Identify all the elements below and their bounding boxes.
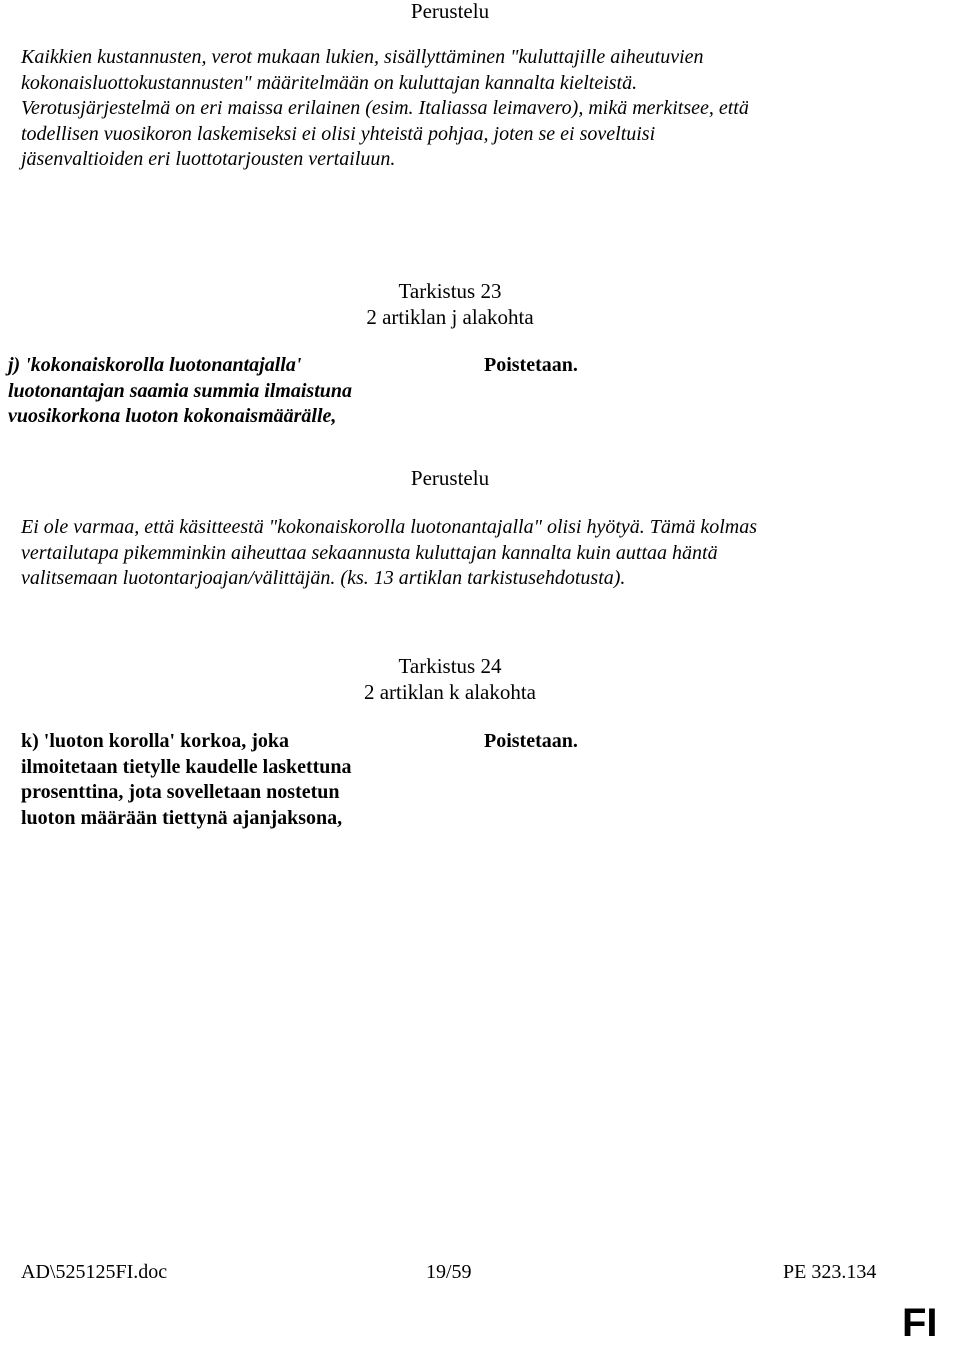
justification-heading: Perustelu <box>410 466 490 490</box>
justification-line: vertailutapa pikemminkin aiheuttaa sekaannusta kuluttajan kannalta kuin auttaa häntä <box>21 541 718 564</box>
original-text-line: j) 'kokonaiskorolla luotonantajalla' <box>8 354 302 376</box>
original-text-line: k) 'luoton korolla' korkoa, joka <box>21 730 290 752</box>
reasoning-line: kokonaisluottokustannusten" määritelmään on kuluttajan kannalta kielteistä. <box>21 71 638 94</box>
reasoning-line: jäsenvaltioiden eri luottotarjousten vertailuun. <box>21 148 396 170</box>
section-heading-perustelu: Perustelu <box>410 0 490 23</box>
amendment-title: Tarkistus 24 <box>398 654 502 678</box>
justification-line: valitsemaan luotontarjoajan/välittäjän. (ks. 13 artiklan tarkistusehdotusta). <box>21 567 626 589</box>
original-text-line: ilmoitetaan tietylle kaudelle laskettuna <box>21 755 352 778</box>
amendment-title: Tarkistus 23 <box>398 279 502 303</box>
justification-paragraph <box>21 515 901 592</box>
amendment-subtitle: 2 artiklan k alakohta <box>363 680 537 704</box>
reasoning-line: Kaikkien kustannusten, verot mukaan lukien, sisällyttäminen "kuluttajille aiheutuvien <box>21 46 704 68</box>
footer-page-number: 19/59 <box>426 1261 472 1283</box>
footer-pe-reference: PE 323.134 <box>783 1261 877 1283</box>
reasoning-line: Verotusjärjestelmä on eri maissa erilainen (esim. Italiassa leimavero), mikä merkitsee, että <box>21 97 749 119</box>
justification-line: Ei ole varmaa, että käsitteestä "kokonaiskorolla luotonantajalla" olisi hyötyä. Tämä kolmas <box>21 516 757 538</box>
original-text-line: luoton määrään tiettynä ajanjaksona, <box>21 806 343 829</box>
original-text-line: prosenttina, jota sovelletaan nostetun <box>21 781 340 803</box>
amendment-original-text <box>8 353 438 430</box>
reasoning-paragraph <box>21 45 901 173</box>
footer-document-reference: AD\525125FI.doc <box>21 1261 168 1283</box>
amendment-subtitle: 2 artiklan j alakohta <box>366 305 534 329</box>
original-text-line: luotonantajan saamia summia ilmaistuna <box>8 379 353 402</box>
amendment-original-text <box>21 729 441 831</box>
language-code: FI <box>902 1301 938 1345</box>
original-text-line: vuosikorkona luoton kokonaismäärälle, <box>8 405 337 427</box>
amendment-proposal-text: Poistetaan. <box>484 730 578 752</box>
amendment-proposal-text: Poistetaan. <box>484 354 578 376</box>
reasoning-line: todellisen vuosikoron laskemiseksi ei olisi yhteistä pohjaa, joten se ei soveltuisi <box>21 122 656 145</box>
